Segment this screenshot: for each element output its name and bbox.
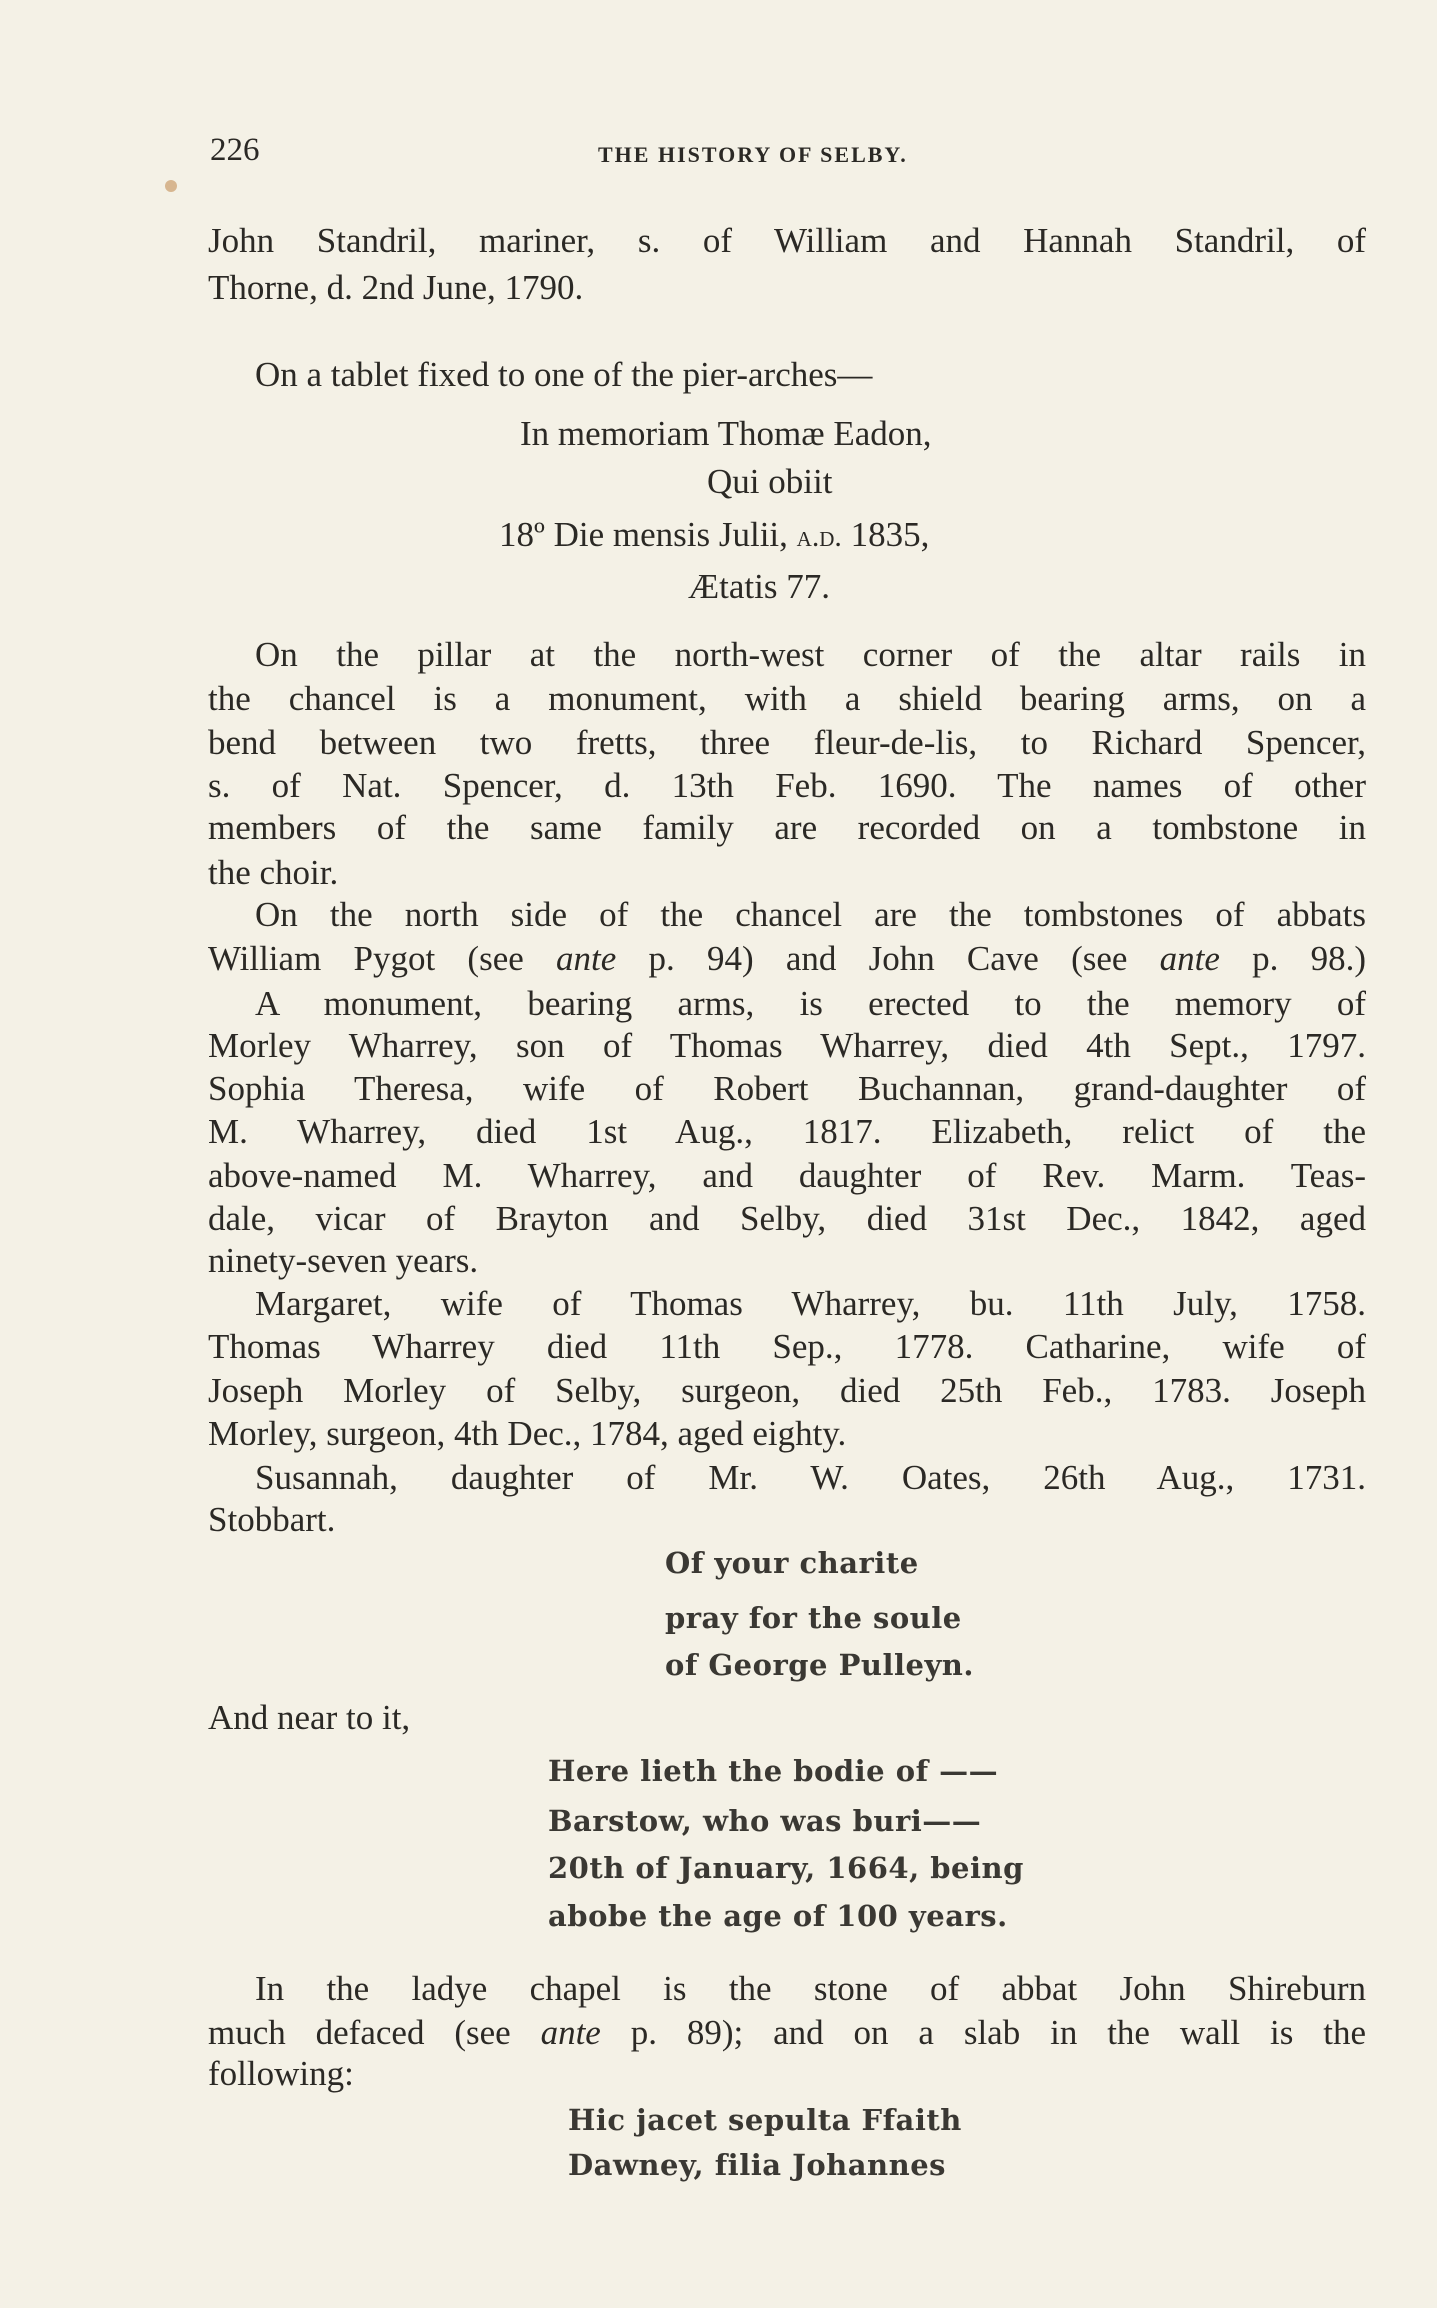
text-line	[208, 1412, 846, 1456]
italic-segment: ante	[1159, 939, 1220, 978]
text-segment: William Pygot (see	[208, 939, 556, 978]
inscription-line	[665, 1596, 962, 1640]
inscription-line	[665, 1643, 974, 1687]
italic-segment: ante	[540, 2013, 601, 2052]
text-line	[208, 1325, 1366, 1369]
text-segment: dale, vicar of Brayton and Selby, died 31st Dec., 1842, aged	[208, 1199, 1366, 1238]
text-line	[208, 1024, 1366, 1068]
text-segment: Thorne, d. 2nd June, 1790.	[208, 268, 584, 307]
text-segment: Morley, surgeon, 4th Dec., 1784, aged eighty.	[208, 1414, 847, 1453]
text-segment: In the ladye chapel is the stone of abbat John Shireburn	[255, 1969, 1366, 2008]
text-segment: On the pillar at the north-west corner of the altar rails in	[255, 635, 1366, 674]
text-segment: Thomas Wharrey died 11th Sep., 1778. Catharine, wife of	[208, 1327, 1366, 1366]
text-line	[208, 219, 1366, 263]
text-segment: bend between two fretts, three fleur-de-lis, to Richard Spencer,	[208, 723, 1366, 762]
text-segment: following:	[208, 2054, 354, 2093]
inscription-line	[548, 1799, 981, 1843]
text-segment: pray for the soule	[665, 1601, 962, 1635]
inscription-line	[548, 1749, 998, 1793]
text-line	[208, 1197, 1366, 1241]
text-segment: And near to it,	[208, 1698, 411, 1737]
inscription-line	[548, 1894, 1008, 1938]
text-segment: much defaced (see	[208, 2013, 541, 2052]
text-segment: John Standril, mariner, s. of William and Hannah Standril, of	[208, 221, 1366, 260]
text-line	[208, 2052, 354, 2096]
inscription-line	[548, 1846, 1024, 1890]
text-segment: members of the same family are recorded on a tombstone in	[208, 808, 1366, 847]
text-segment: On a tablet fixed to one of the pier-arches—	[255, 355, 873, 394]
text-line	[255, 1282, 1366, 1326]
text-segment: 1835,	[841, 515, 930, 554]
text-line	[208, 266, 583, 310]
page-number: 226	[210, 132, 260, 168]
text-line	[255, 353, 872, 397]
small-caps-segment: a.d.	[796, 520, 842, 553]
text-segment: of George Pulleyn.	[665, 1648, 974, 1682]
text-line	[208, 1498, 335, 1542]
italic-segment: ante	[556, 939, 617, 978]
inscription-line	[568, 2098, 962, 2142]
text-segment: p. 94) and John Cave (see	[616, 939, 1160, 978]
inscription-line	[568, 2143, 946, 2187]
text-segment: the choir.	[208, 853, 339, 892]
text-segment: A monument, bearing arms, is erected to the memory of	[255, 984, 1366, 1023]
running-title: THE HISTORY OF SELBY.	[598, 142, 908, 167]
inscription-line	[665, 1541, 919, 1585]
text-line	[255, 982, 1366, 1026]
text-segment: p. 89); and on a slab in the wall is the	[600, 2013, 1366, 2052]
text-segment: Here lieth the bodie of ——	[548, 1754, 999, 1788]
text-line	[208, 937, 1366, 981]
text-segment: Dawney, filia Johannes	[568, 2148, 947, 2182]
text-segment: On the north side of the chancel are the tombstones of abbats	[255, 895, 1366, 934]
text-line	[208, 764, 1366, 808]
text-line	[520, 412, 932, 456]
text-segment: Joseph Morley of Selby, surgeon, died 25th Feb., 1783. Joseph	[208, 1371, 1366, 1410]
text-line	[688, 565, 830, 609]
text-segment: Barstow, who was buri——	[548, 1804, 982, 1838]
text-line	[255, 633, 1366, 677]
text-line	[208, 677, 1366, 721]
text-line	[255, 1456, 1366, 1500]
text-segment: 20th of January, 1664, being	[548, 1851, 1024, 1885]
text-line	[208, 1696, 410, 1740]
text-segment: In memoriam Thomæ Eadon,	[520, 414, 932, 453]
text-line	[208, 1067, 1366, 1111]
text-segment: Morley Wharrey, son of Thomas Wharrey, died 4th Sept., 1797.	[208, 1026, 1366, 1065]
ink-spot	[165, 180, 177, 192]
text-line	[208, 1369, 1366, 1413]
text-segment: Ætatis 77.	[688, 567, 830, 606]
text-line	[208, 851, 338, 895]
text-segment: Margaret, wife of Thomas Wharrey, bu. 11th July, 1758.	[255, 1284, 1366, 1323]
text-line	[208, 806, 1366, 850]
text-segment: Hic jacet sepulta Ffaith	[568, 2103, 962, 2137]
text-line	[208, 2011, 1366, 2055]
text-segment: s. of Nat. Spencer, d. 13th Feb. 1690. The names of other	[208, 766, 1366, 805]
text-segment: the chancel is a monument, with a shield bearing arms, on a	[208, 679, 1366, 718]
text-line	[208, 1239, 478, 1283]
text-segment: p. 98.)	[1219, 939, 1366, 978]
text-segment: abobe the age of 100 years.	[548, 1899, 1008, 1933]
text-segment: Sophia Theresa, wife of Robert Buchannan, grand-daughter of	[208, 1069, 1366, 1108]
text-segment: Of your charite	[665, 1546, 919, 1580]
text-segment: M. Wharrey, died 1st Aug., 1817. Elizabeth, relict of the	[208, 1112, 1366, 1151]
text-segment: Stobbart.	[208, 1500, 336, 1539]
text-segment: above-named M. Wharrey, and daughter of Rev. Marm. Teas-	[208, 1156, 1366, 1195]
text-line	[255, 1967, 1366, 2011]
text-segment: Susannah, daughter of Mr. W. Oates, 26th Aug., 1731.	[255, 1458, 1366, 1497]
text-line	[208, 721, 1366, 765]
text-segment: Qui obiit	[707, 462, 833, 501]
text-segment: ninety-seven years.	[208, 1241, 479, 1280]
text-line	[499, 513, 929, 559]
text-segment: 18º Die mensis Julii,	[499, 515, 797, 554]
text-line	[255, 893, 1366, 937]
text-line	[208, 1154, 1366, 1198]
text-line	[208, 1110, 1366, 1154]
text-line	[707, 460, 832, 504]
